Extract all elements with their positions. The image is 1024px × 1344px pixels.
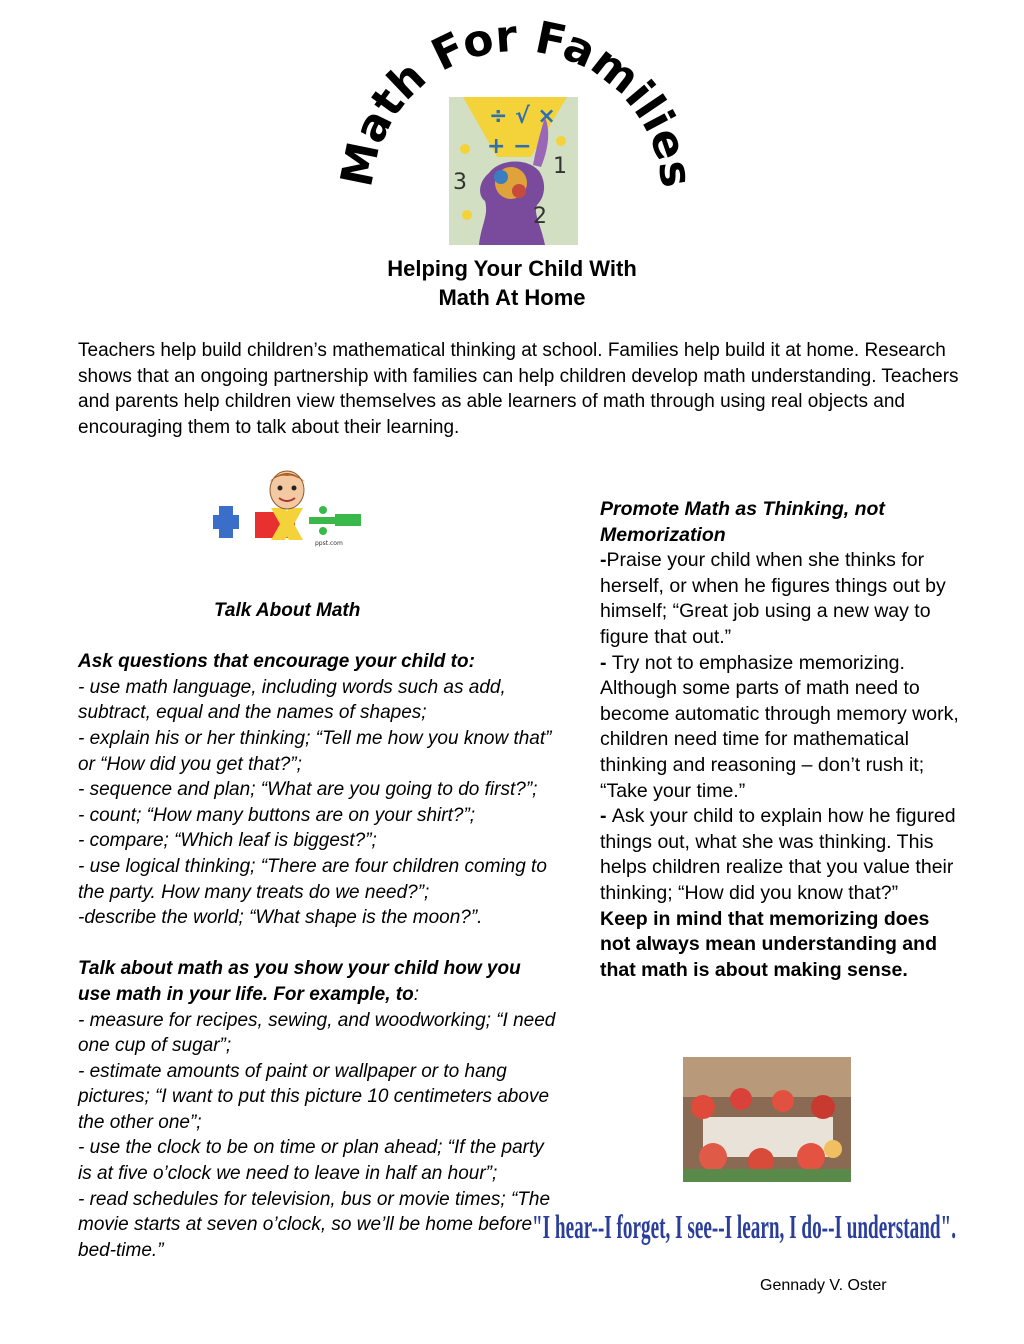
promote-item (600, 548, 960, 650)
promote-item-dash: - (600, 805, 612, 828)
classroom-photo (683, 1057, 851, 1182)
author-name: Gennady V. Oster (760, 1277, 887, 1294)
subtitle-line-2: Math At Home (438, 285, 586, 310)
spacer (78, 931, 558, 957)
ask-questions-heading: Ask questions that encourage your child to: (78, 651, 475, 673)
ask-item: - sequence and plan; “What are you going to do first?”; (78, 779, 538, 801)
ask-item: - use math language, including words such as add, subtract, equal and the names of shapes; (78, 676, 506, 724)
ask-item: - count; “How many buttons are on your shirt?”; (78, 804, 476, 826)
promote-item-dash: - (600, 549, 607, 572)
intro-paragraph: Teachers help build children’s mathematical thinking at school. Families help build it at home. Research shows that an ongoing partnership with families can help children develop math understanding. Teachers and parents help children view themselves as able learners of math through using real objects and encouraging them to talk about their learning. (78, 340, 959, 438)
svg-text:+ −: + − (487, 134, 532, 159)
promote-item-text: Praise your child when she thinks for herself, or when he figures things out by himself; “Great job using a new way to figure that out.” (600, 549, 946, 648)
promote-math-title: Promote Math as Thinking, not Memorization (600, 498, 885, 546)
promote-item-dash: - (600, 651, 612, 674)
svg-text:2: 2 (533, 204, 547, 229)
show-item: - measure for recipes, sewing, and woodworking; “I need one cup of sugar”; (78, 1009, 556, 1057)
promote-item-text: Ask your child to explain how he figured things out, what she was thinking. This helps children realize that you value their thinking; “How did you know that?” (600, 805, 956, 904)
kid-with-math-symbols-clipart (213, 468, 361, 548)
memorizing-conclusion: Keep in mind that memorizing does not always mean understanding and that math is about making sense. (600, 907, 937, 981)
ask-item: - explain his or her thinking; “Tell me how you know that” or “How did you get that?”; (78, 727, 552, 775)
quote-text: "I hear--I forget, I see--I learn, I do--I understand". (532, 1209, 956, 1246)
show-item: - use the clock to be on time or plan ahead; “If the party is at five o’clock we need to leave in half an hour”; (78, 1137, 544, 1185)
show-item: - estimate amounts of paint or wallpaper or to hang pictures; “I want to put this picture 10 centimeters above the other one”; (78, 1060, 550, 1133)
svg-text:1: 1 (553, 154, 567, 179)
show-item: - read schedules for television, bus or movie times; “The movie starts at seven o’clock, so we’ll be home before bed-time.” (78, 1188, 551, 1261)
right-column (600, 497, 960, 983)
math-head-illustration (449, 97, 578, 245)
left-column (78, 598, 558, 1263)
svg-text:÷ √ ×: ÷ √ × (489, 104, 556, 129)
ask-item: - compare; “Which leaf is biggest?”; (78, 830, 377, 852)
promote-item (600, 804, 960, 906)
show-math-heading-colon: : (413, 983, 420, 1005)
arched-title-text: Math For Families (331, 10, 703, 191)
promote-item (600, 651, 960, 805)
promote-item-text: Try not to emphasize memorizing. Although some parts of math need to become automatic through memory work, children need time for mathematical thinking and reasoning – don’t rush it; “Take your time.” (600, 651, 959, 802)
ask-item: -describe the world; “What shape is the moon?”. (78, 907, 483, 929)
svg-text:3: 3 (453, 170, 467, 195)
quote (530, 1196, 960, 1258)
show-math-heading-text: Talk about math as you show your child how you use math in your life. For example, to (78, 958, 521, 1005)
ask-item: - use logical thinking; “There are four children coming to the party. How many treats do we need?”; (78, 855, 547, 903)
subtitle-line-1: Helping Your Child With (387, 256, 637, 281)
show-math-heading (78, 956, 558, 1007)
talk-about-math-title: Talk About Math (214, 600, 361, 621)
subtitle (312, 254, 712, 312)
kid-clipart-caption: ppst.com (315, 540, 343, 547)
